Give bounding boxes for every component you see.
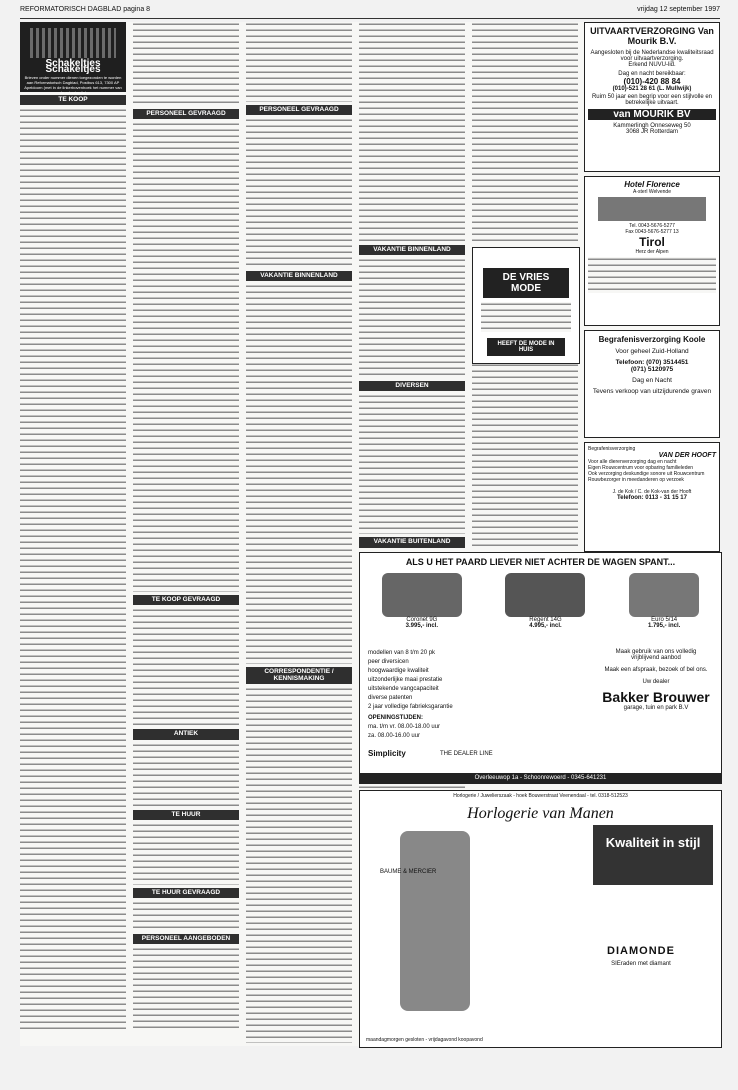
classified-text	[246, 22, 352, 102]
section-correspondentie: CORRESPONDENTIE / KENNISMAKING	[246, 667, 352, 683]
hooft-contact: J. de Kok / C. de Kok-van der Hooft	[612, 489, 692, 495]
section-vakantie-buiten: VAKANTIE BUITENLAND	[359, 537, 465, 547]
classified-text	[133, 823, 239, 885]
hotel-photo	[598, 197, 706, 221]
mower-name: Euro 5/14	[651, 617, 678, 623]
mowers-right-text: Uw dealer	[642, 679, 670, 685]
mowers-headline: ALS U HET PAARD LIEVER NIET ACHTER DE WAGEN SPANT...	[405, 557, 676, 567]
koole-title: Begrafenisverzorging Koole	[598, 335, 706, 344]
uitvaart-phone2: (010)-521 28 61 (L. Mullwijk)	[612, 86, 692, 92]
mower-products	[360, 573, 721, 629]
classified-text	[246, 687, 352, 1043]
uitvaart-brand: van MOURIK BV	[588, 109, 716, 120]
mower-hours: za. 08.00-16.00 uur	[368, 733, 421, 739]
section-antiek: ANTIEK	[133, 729, 239, 739]
mower-product	[505, 573, 585, 629]
koole-phone2: (071) 5120975	[630, 366, 674, 373]
classified-text	[359, 394, 465, 534]
uitvaart-line2: Erkend NUVU-lid.	[628, 62, 676, 68]
begrafenis-koole-ad	[584, 330, 720, 438]
uitvaart-address1: Kammerlingh Onneseweg 50	[613, 123, 691, 129]
mower-bullet: uitstekende vangcapaciteit	[368, 686, 439, 692]
mower-photo	[629, 573, 699, 617]
mower-product	[382, 573, 462, 629]
mowers-footer: Overleeuwop 1a - Schoonrewoerd - 0345-641231	[360, 773, 721, 783]
mower-name: Coronet 9G	[406, 617, 438, 623]
watch-image	[400, 831, 470, 1011]
dealer-line: THE DEALER LINE	[440, 751, 493, 757]
mower-hours: ma. t/m vr. 08.00-18.00 uur	[368, 724, 441, 730]
header-date: vrijdag 12 september 1997	[637, 6, 720, 13]
van-der-hooft-ad	[584, 442, 720, 552]
koole-phone: Telefoon: (070) 3514451	[615, 359, 689, 366]
mowers-right	[601, 649, 711, 711]
mower-bullet: hoogwaardige kwaliteit	[368, 668, 429, 674]
section-diversen: DIVERSEN	[359, 381, 465, 391]
mower-hours-title: OPENINGSTIJDEN:	[368, 715, 424, 721]
koole-line3: Tevens verkoop van uitzijdurende graven	[592, 388, 712, 395]
classified-text	[133, 22, 239, 106]
mower-bullet: modellen van 8 t/m 20 pk	[368, 650, 436, 656]
section-te-huur-gevraagd: TE HUUR GEVRAAGD	[133, 888, 239, 898]
hotel-ad	[584, 176, 720, 326]
hotel-tel: Tel. 0043-5676-5277	[629, 223, 675, 229]
classified-text-col1	[20, 108, 126, 1032]
diamonde-sub: SIEraden met diamant	[611, 961, 671, 967]
mower-name: Regent 14G	[529, 617, 562, 623]
section-vakantie-binnen: VAKANTIE BINNENLAND	[246, 271, 352, 281]
column-2	[133, 22, 239, 1031]
baume-mercier-label: BAUME & MERCIER	[380, 869, 437, 875]
mower-photo	[505, 573, 585, 617]
koole-line1: Voor geheel Zuid-Holland	[615, 348, 689, 355]
mowers-ad	[359, 552, 722, 784]
section-personeel: PERSONEEL GEVRAAGD	[133, 109, 239, 119]
classified-text	[133, 947, 239, 1031]
hotel-sub: A-sterl Welvende	[633, 189, 671, 195]
kwaliteit-banner: Kwaliteit in stijl	[593, 825, 713, 885]
koole-line2: Dag en Nacht	[632, 377, 672, 384]
header-left: REFORMATORISCH DAGBLAD pagina 8	[20, 6, 151, 13]
diamonde-logo: DIAMONDE	[607, 945, 675, 957]
dealer-tag: garage, tuin en park B.V	[623, 705, 689, 711]
hotel-fax: Fax 0043-5676-5277 13	[625, 229, 679, 235]
mower-photo	[382, 573, 462, 617]
mowers-right-text: Maak gebruik van ons volledig vrijblijvend aanbod	[615, 649, 697, 661]
page-header	[20, 4, 720, 19]
uitvaart-line4: Ruim 50 jaar een begrip voor een stijlvolle en betrekelijke uitvaart.	[591, 94, 713, 106]
hooft-bullet: Eigen Rouwcentrum voor opbaring familieleden	[588, 465, 694, 471]
section-te-koop: TE KOOP	[20, 95, 126, 105]
hotel-name: Hotel Florence	[624, 180, 680, 189]
horloge-caption: maandagmorgen gesloten - vrijdagavond koopavond	[366, 1037, 483, 1043]
uitvaart-line3: Dag en nacht bereikbaar:	[618, 71, 686, 77]
dealer-name: Bakker Brouwer	[602, 689, 710, 705]
classified-text	[246, 284, 352, 664]
uitvaart-line1: Aangesloten bij de Nederlandse kwaliteitsraad voor uitvaartverzorging.	[590, 50, 714, 62]
schakeltjes-subtitle: Brieven onder nummer dienen toegezonden te worden aan Reformatorisch Dagblad, Postbus 613, 7300 AP Apeldoorn (met in de linkerbovenhoek het nummer van de advertentie)	[24, 75, 122, 96]
schakeltjes-chain-graphic	[30, 28, 116, 58]
uitvaart-ad	[584, 22, 720, 172]
section-te-koop-gevraagd: TE KOOP GEVRAAGD	[133, 595, 239, 605]
simplicity-logo: Simplicity	[368, 749, 406, 758]
column-1	[20, 22, 126, 1032]
mower-bullet: uitzonderlijke maai prestatie	[368, 677, 443, 683]
classified-text	[133, 743, 239, 807]
schakeltjes-title: Schakeltjes Schakeltjes	[45, 58, 101, 76]
devries-tag: HEEFT DE MODE IN HUIS	[487, 338, 565, 356]
classified-text	[359, 22, 465, 242]
mower-price: 3.995,- incl.	[405, 623, 438, 629]
uitvaart-address2: 3068 JR Rotterdam	[625, 129, 679, 135]
mower-bullet: 2 jaar volledige fabrieksgarantie	[368, 704, 453, 710]
mower-bullet: peer diversicen	[368, 659, 409, 665]
right-ad-column	[584, 22, 720, 552]
section-vakantie-binnen-2: VAKANTIE BINNENLAND	[359, 245, 465, 255]
hooft-bullet: Rouwbezorger in meedanderen op verzoek	[588, 477, 684, 483]
hooft-title: Begrafenisverzorging	[588, 446, 636, 452]
column-3	[246, 22, 352, 1043]
uitvaart-phone: (010)-420 88 84	[623, 77, 681, 86]
section-te-huur: TE HUUR	[133, 810, 239, 820]
hotel-text	[588, 257, 716, 293]
devries-mode-ad	[472, 247, 580, 364]
classified-text	[472, 22, 578, 242]
mower-price: 1.795,- incl.	[647, 623, 681, 629]
uitvaart-title: UITVAARTVERZORGING Van Mourik B.V.	[590, 26, 714, 46]
hooft-bullet: Voor alle dierenverzorging dag en nacht	[588, 459, 677, 465]
horloge-top: Horlogerie / Juwelierszaak - hoek Bouwerstraat Veenendaal - tel. 0318-512523	[453, 793, 628, 799]
hooft-name: VAN DER HOOFT	[658, 452, 716, 459]
section-personeel-2: PERSONEEL GEVRAAGD	[246, 105, 352, 115]
hooft-phone: Telefoon: 0113 - 31 15 17	[617, 495, 687, 501]
classified-text	[133, 901, 239, 931]
horloge-title: Horlogerie van Manen	[467, 805, 614, 822]
section-personeel-aangeboden: PERSONEEL AANGEBODEN	[133, 934, 239, 944]
schakeltjes-banner	[20, 22, 126, 96]
mower-price: 4.995,- incl.	[529, 623, 562, 629]
classified-text	[359, 258, 465, 378]
hotel-tirol-sub: Herz der Alpen	[635, 249, 669, 255]
classified-text	[133, 608, 239, 726]
mowers-right-text: Maak een afspraak, bezoek of bel ons.	[604, 667, 708, 673]
horlogerie-ad	[359, 790, 722, 1048]
mower-bullet: diverse patenten	[368, 695, 413, 701]
classified-text	[133, 122, 239, 592]
mower-bullets	[368, 649, 453, 741]
hotel-tirol: Tirol	[639, 235, 665, 249]
devries-name: DE VRIES MODE	[483, 268, 569, 298]
mower-product	[629, 573, 699, 629]
classified-text	[246, 118, 352, 268]
newspaper-page	[20, 6, 720, 1046]
hooft-bullet: Ook verzorging deskundige sonore uit Rouwcentrum	[588, 471, 705, 477]
devries-text	[481, 302, 571, 332]
